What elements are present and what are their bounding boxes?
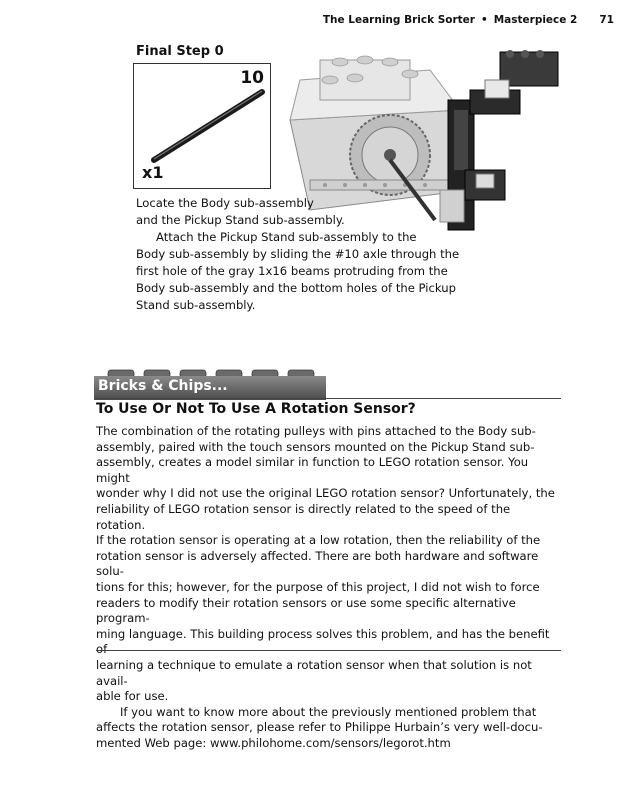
part-number: 10 — [240, 68, 264, 88]
body-line: assembly, creates a model similar in function to LEGO rotation sensor. You might — [96, 455, 529, 485]
book-title: The Learning Brick Sorter — [322, 14, 475, 26]
body-line: If you want to know more about the previously mentioned problem that — [120, 704, 537, 719]
sidebar-title: To Use Or Not To Use A Rotation Sensor? — [96, 401, 416, 417]
body-line: The combination of the rotating pulleys with pins attached to the Body sub- — [96, 424, 536, 438]
body-line: rotation sensor is adversely affected. There are both hardware and software solu- — [96, 548, 539, 579]
header-separator: • — [481, 14, 488, 26]
chapter-title: Masterpiece 2 — [493, 14, 578, 26]
part-quantity: x1 — [142, 163, 164, 182]
sidebar-top-rule — [96, 398, 561, 399]
body-line: ming language. This building process solves this problem, and has the benefit of — [96, 626, 550, 657]
step-line: Locate the Body sub-assembly — [136, 196, 314, 210]
step-line: first hole of the gray 1x16 beams protruding from the — [136, 264, 448, 278]
step-line: Body sub-assembly by sliding the #10 axle through the — [136, 247, 460, 261]
step-line: Stand sub-assembly. — [136, 298, 256, 312]
body-line: tions for this; however, for the purpose of this project, I did not wish to force — [96, 579, 540, 594]
body-line: readers to modify their rotation sensors or use some specific alternative program- — [96, 595, 516, 626]
body-line: mented Web page: www.philohome.com/sensors/legorot.htm — [96, 735, 451, 750]
step-title: Final Step 0 — [136, 44, 224, 59]
sidebar-label: Bricks & Chips... — [98, 378, 228, 394]
body-line: able for use. — [96, 689, 169, 704]
body-line: reliability of LEGO rotation sensor is directly related to the speed of the rotation. — [96, 501, 511, 532]
sidebar-bottom-rule — [96, 650, 561, 651]
page-number: 71 — [599, 14, 614, 26]
step-line: Attach the Pickup Stand sub-assembly to the — [156, 230, 417, 244]
step-line: Body sub-assembly and the bottom holes of the Pickup — [136, 281, 456, 295]
sidebar-body — [96, 424, 561, 751]
parts-callout-box — [133, 63, 271, 189]
body-line: If the rotation sensor is operating at a low rotation, then the reliability of the — [96, 533, 541, 548]
step-line: and the Pickup Stand sub-assembly. — [136, 213, 345, 227]
body-line: wonder why I did not use the original LEGO rotation sensor? Unfortunately, the — [96, 486, 555, 501]
step-instructions — [136, 195, 466, 314]
body-line: affects the rotation sensor, please refer to Philippe Hurbain’s very well-docu- — [96, 720, 543, 735]
body-line: learning a technique to emulate a rotation sensor when that solution is not avail- — [96, 657, 532, 688]
body-line: assembly, paired with the touch sensors mounted on the Pickup Stand sub- — [96, 439, 535, 454]
running-header — [323, 14, 614, 26]
